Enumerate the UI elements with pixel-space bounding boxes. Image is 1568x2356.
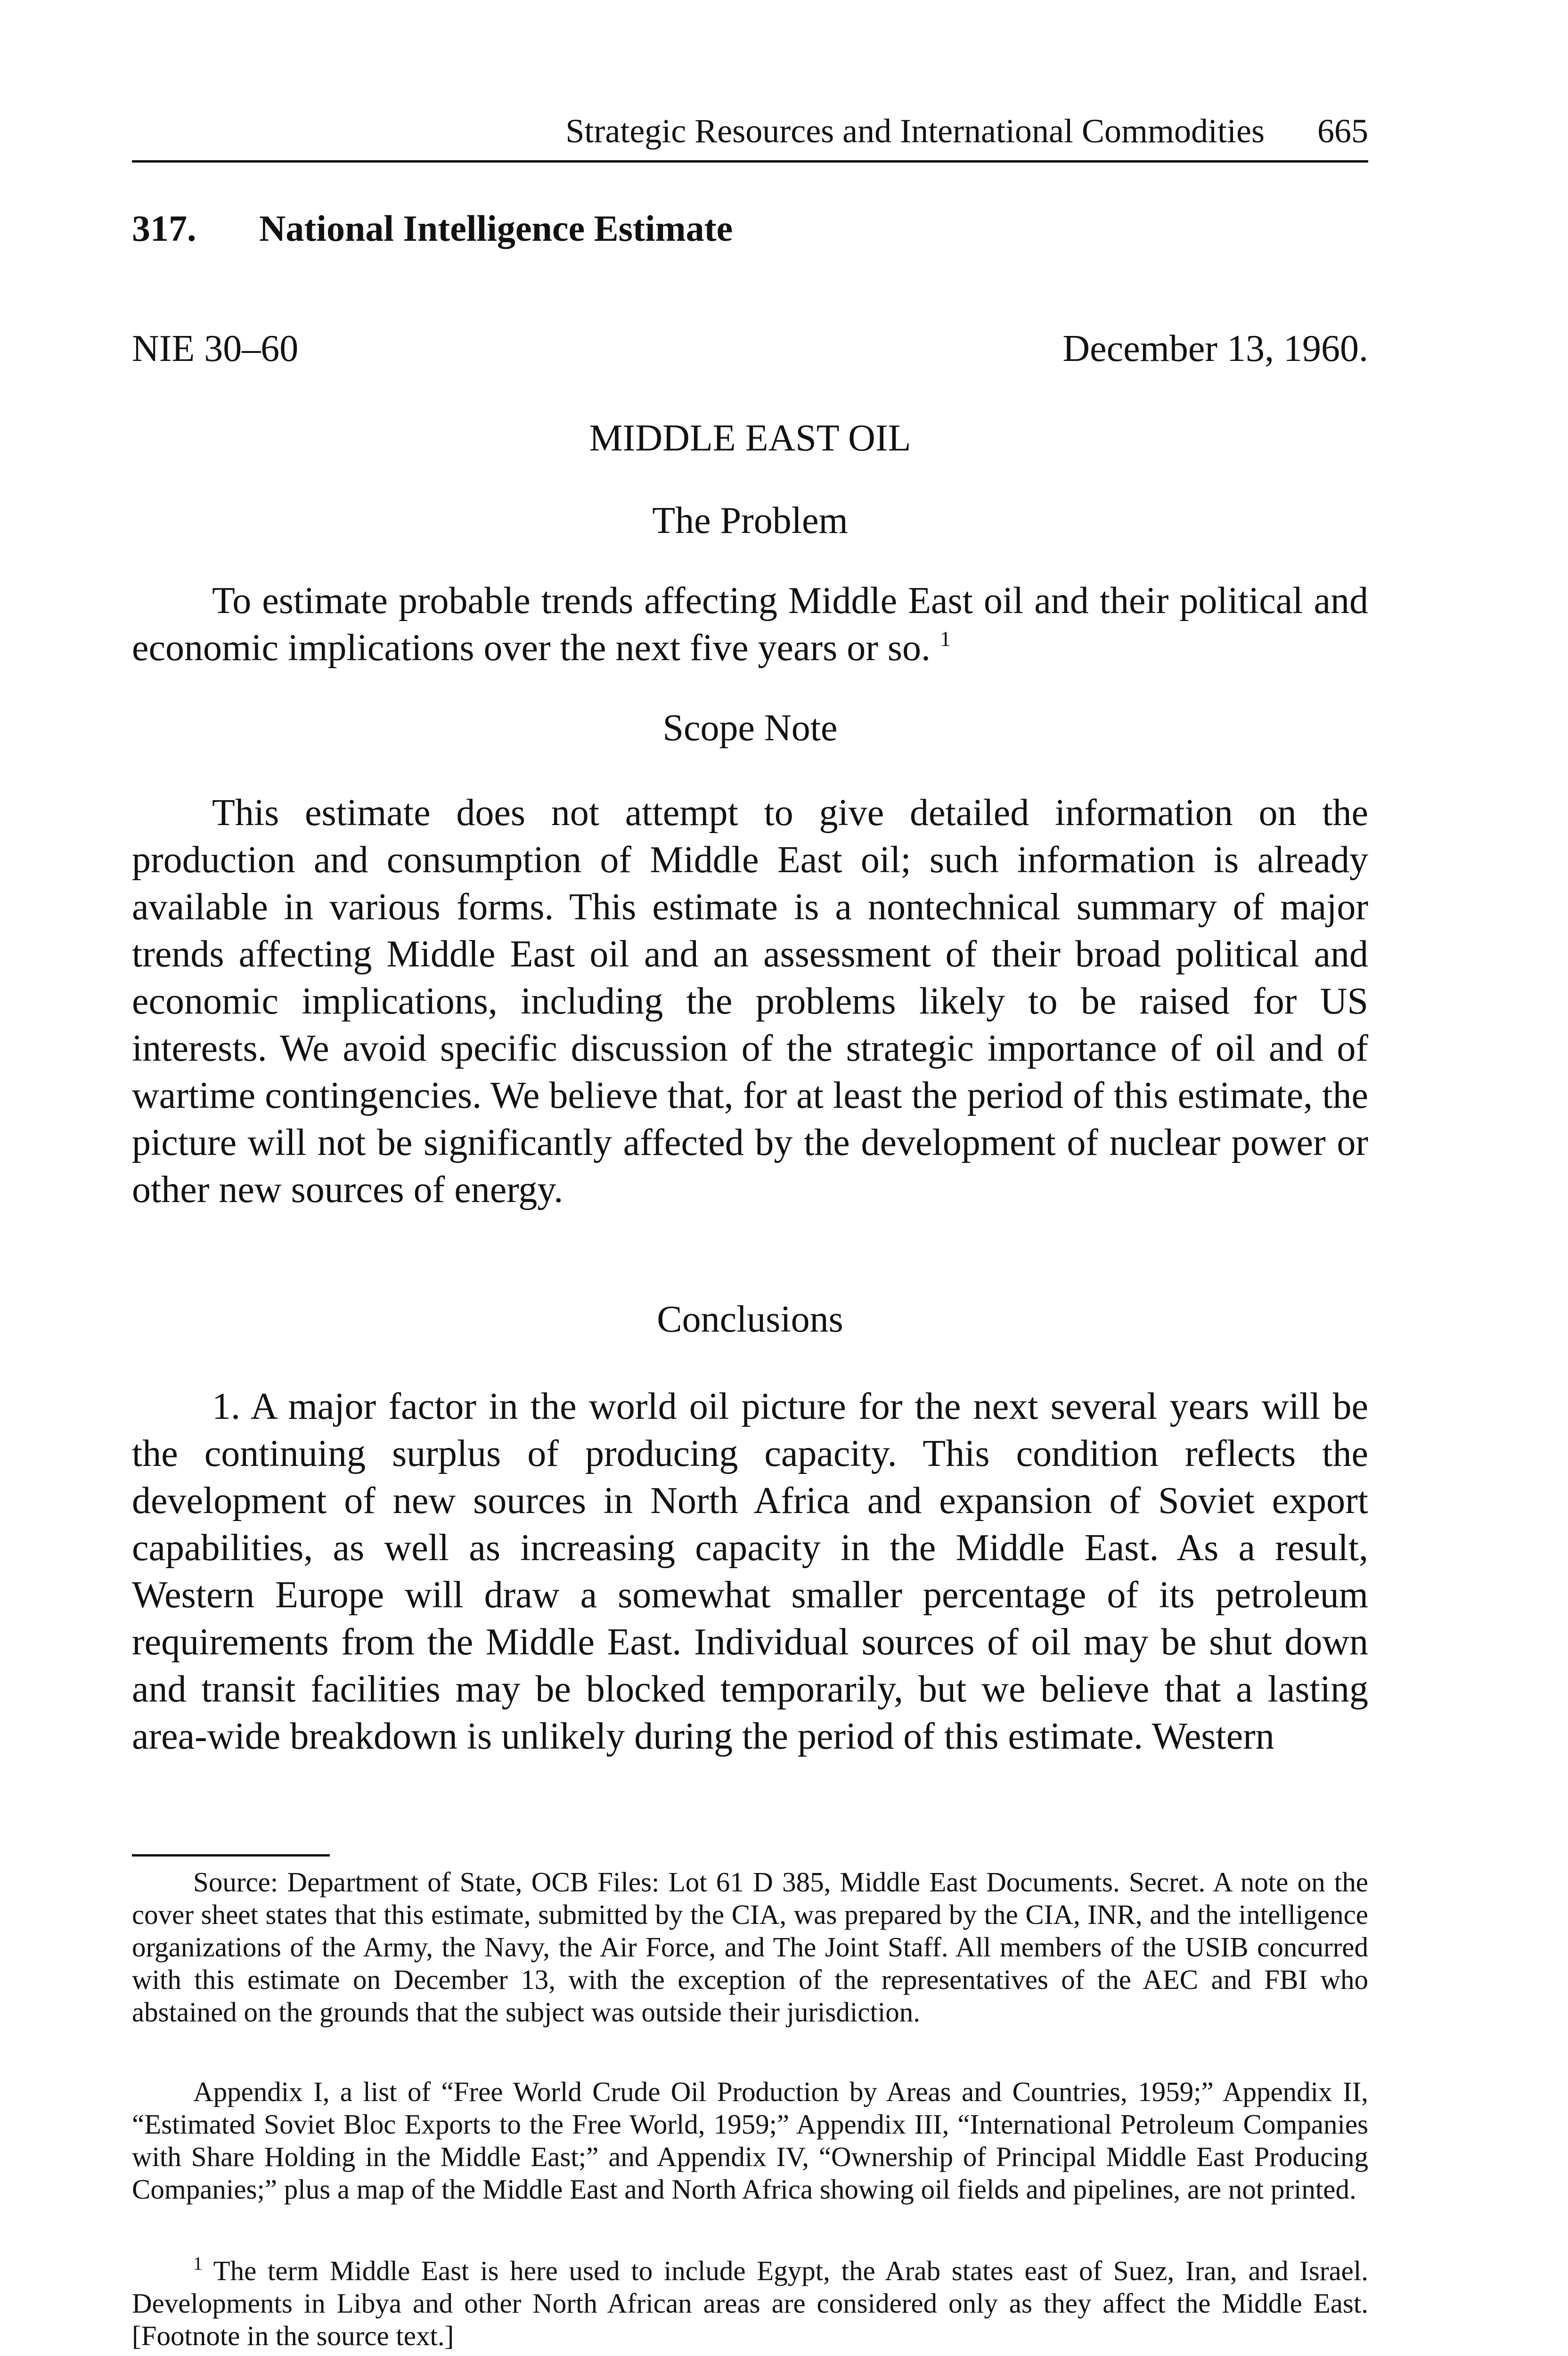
document-page xyxy=(132,0,1368,2356)
scope-note-paragraph: This estimate does not attempt to give detailed information on the production and consumption of Middle East oil; such information is already available in various forms. This estimate is a nontechnical summary of major trends affecting Middle East oil and an assessment of their broad political and economic implications, including the problems likely to be raised for US interests. We avoid specific discussion of the strategic importance of oil and of wartime contingencies. We believe that, for at least the period of this estimate, the picture will not be significantly affected by the development of nuclear power or other new sources of energy. xyxy=(132,792,1368,1211)
source-note: Source: Department of State, OCB Files: Lot 61 D 385, Middle East Documents. Secret. A note on the cover sheet states that this estimate, submitted by the CIA, was prepared by the CIA, INR, and the intelligence organizations of the Army, the Navy, the Air Force, and The Joint Staff. All members of the USIB concurred with this estimate on December 13, with the exception of the representatives of the AEC and FBI who abstained on the grounds that the subject was outside their jurisdiction. xyxy=(132,1866,1368,2028)
main-title: MIDDLE EAST OIL xyxy=(589,417,911,459)
document-reference-line xyxy=(132,327,1368,375)
page-number: 665 xyxy=(1317,112,1368,150)
document-title: National Intelligence Estimate xyxy=(259,208,733,249)
document-heading xyxy=(132,207,733,250)
document-number: 317. xyxy=(132,208,196,249)
running-head xyxy=(132,108,1368,163)
problem-heading: The Problem xyxy=(652,500,848,541)
footnote-1-text: The term Middle East is here used to include Egypt, the Arab states east of Suez, Iran, and Israel. Developments in Libya and other North African areas are considered only as they affect the Middle East. [Footnote in the source text.] xyxy=(132,2255,1368,2351)
conclusions-heading: Conclusions xyxy=(657,1299,843,1340)
conclusion-paragraph-1: 1. A major factor in the world oil picture for the next several years will be the continuing surplus of producing capacity. This condition reflects the development of new sources in North Africa and expansion of Soviet export capabilities, as well as increasing capacity in the Middle East. As a result, Western Europe will draw a somewhat smaller percentage of its petroleum requirements from the Middle East. Individual sources of oil may be shut down and transit facilities may be blocked temporarily, but we believe that a lasting area-wide breakdown is unlikely during the period of this estimate. Western xyxy=(132,1386,1368,1757)
scope-note-heading: Scope Note xyxy=(662,707,838,749)
footnote-1-marker: 1 xyxy=(193,2253,203,2274)
footnote-1 xyxy=(132,2255,1368,2352)
footnote-separator xyxy=(132,1854,330,1857)
nie-reference: NIE 30–60 xyxy=(132,328,299,369)
running-head-title: Strategic Resources and International Commodities xyxy=(565,112,1265,150)
problem-text: To estimate probable trends affecting Middle East oil and their political and economic implications over the next five years or so. xyxy=(132,580,1368,669)
document-date: December 13, 1960. xyxy=(1062,328,1368,369)
footnote-ref-1[interactable]: 1 xyxy=(940,627,951,651)
appendix-note: Appendix I, a list of “Free World Crude Oil Production by Areas and Countries, 1959;” Appendix II, “Estimated Soviet Bloc Exports to the Free World, 1959;” Appendix III, “International Petroleum Companies with Share Holding in the Middle East;” and Appendix IV, “Ownership of Principal Middle East Producing Companies;” plus a map of the Middle East and North Africa showing oil fields and pipelines, are not printed. xyxy=(132,2076,1368,2205)
problem-paragraph xyxy=(132,577,1368,671)
